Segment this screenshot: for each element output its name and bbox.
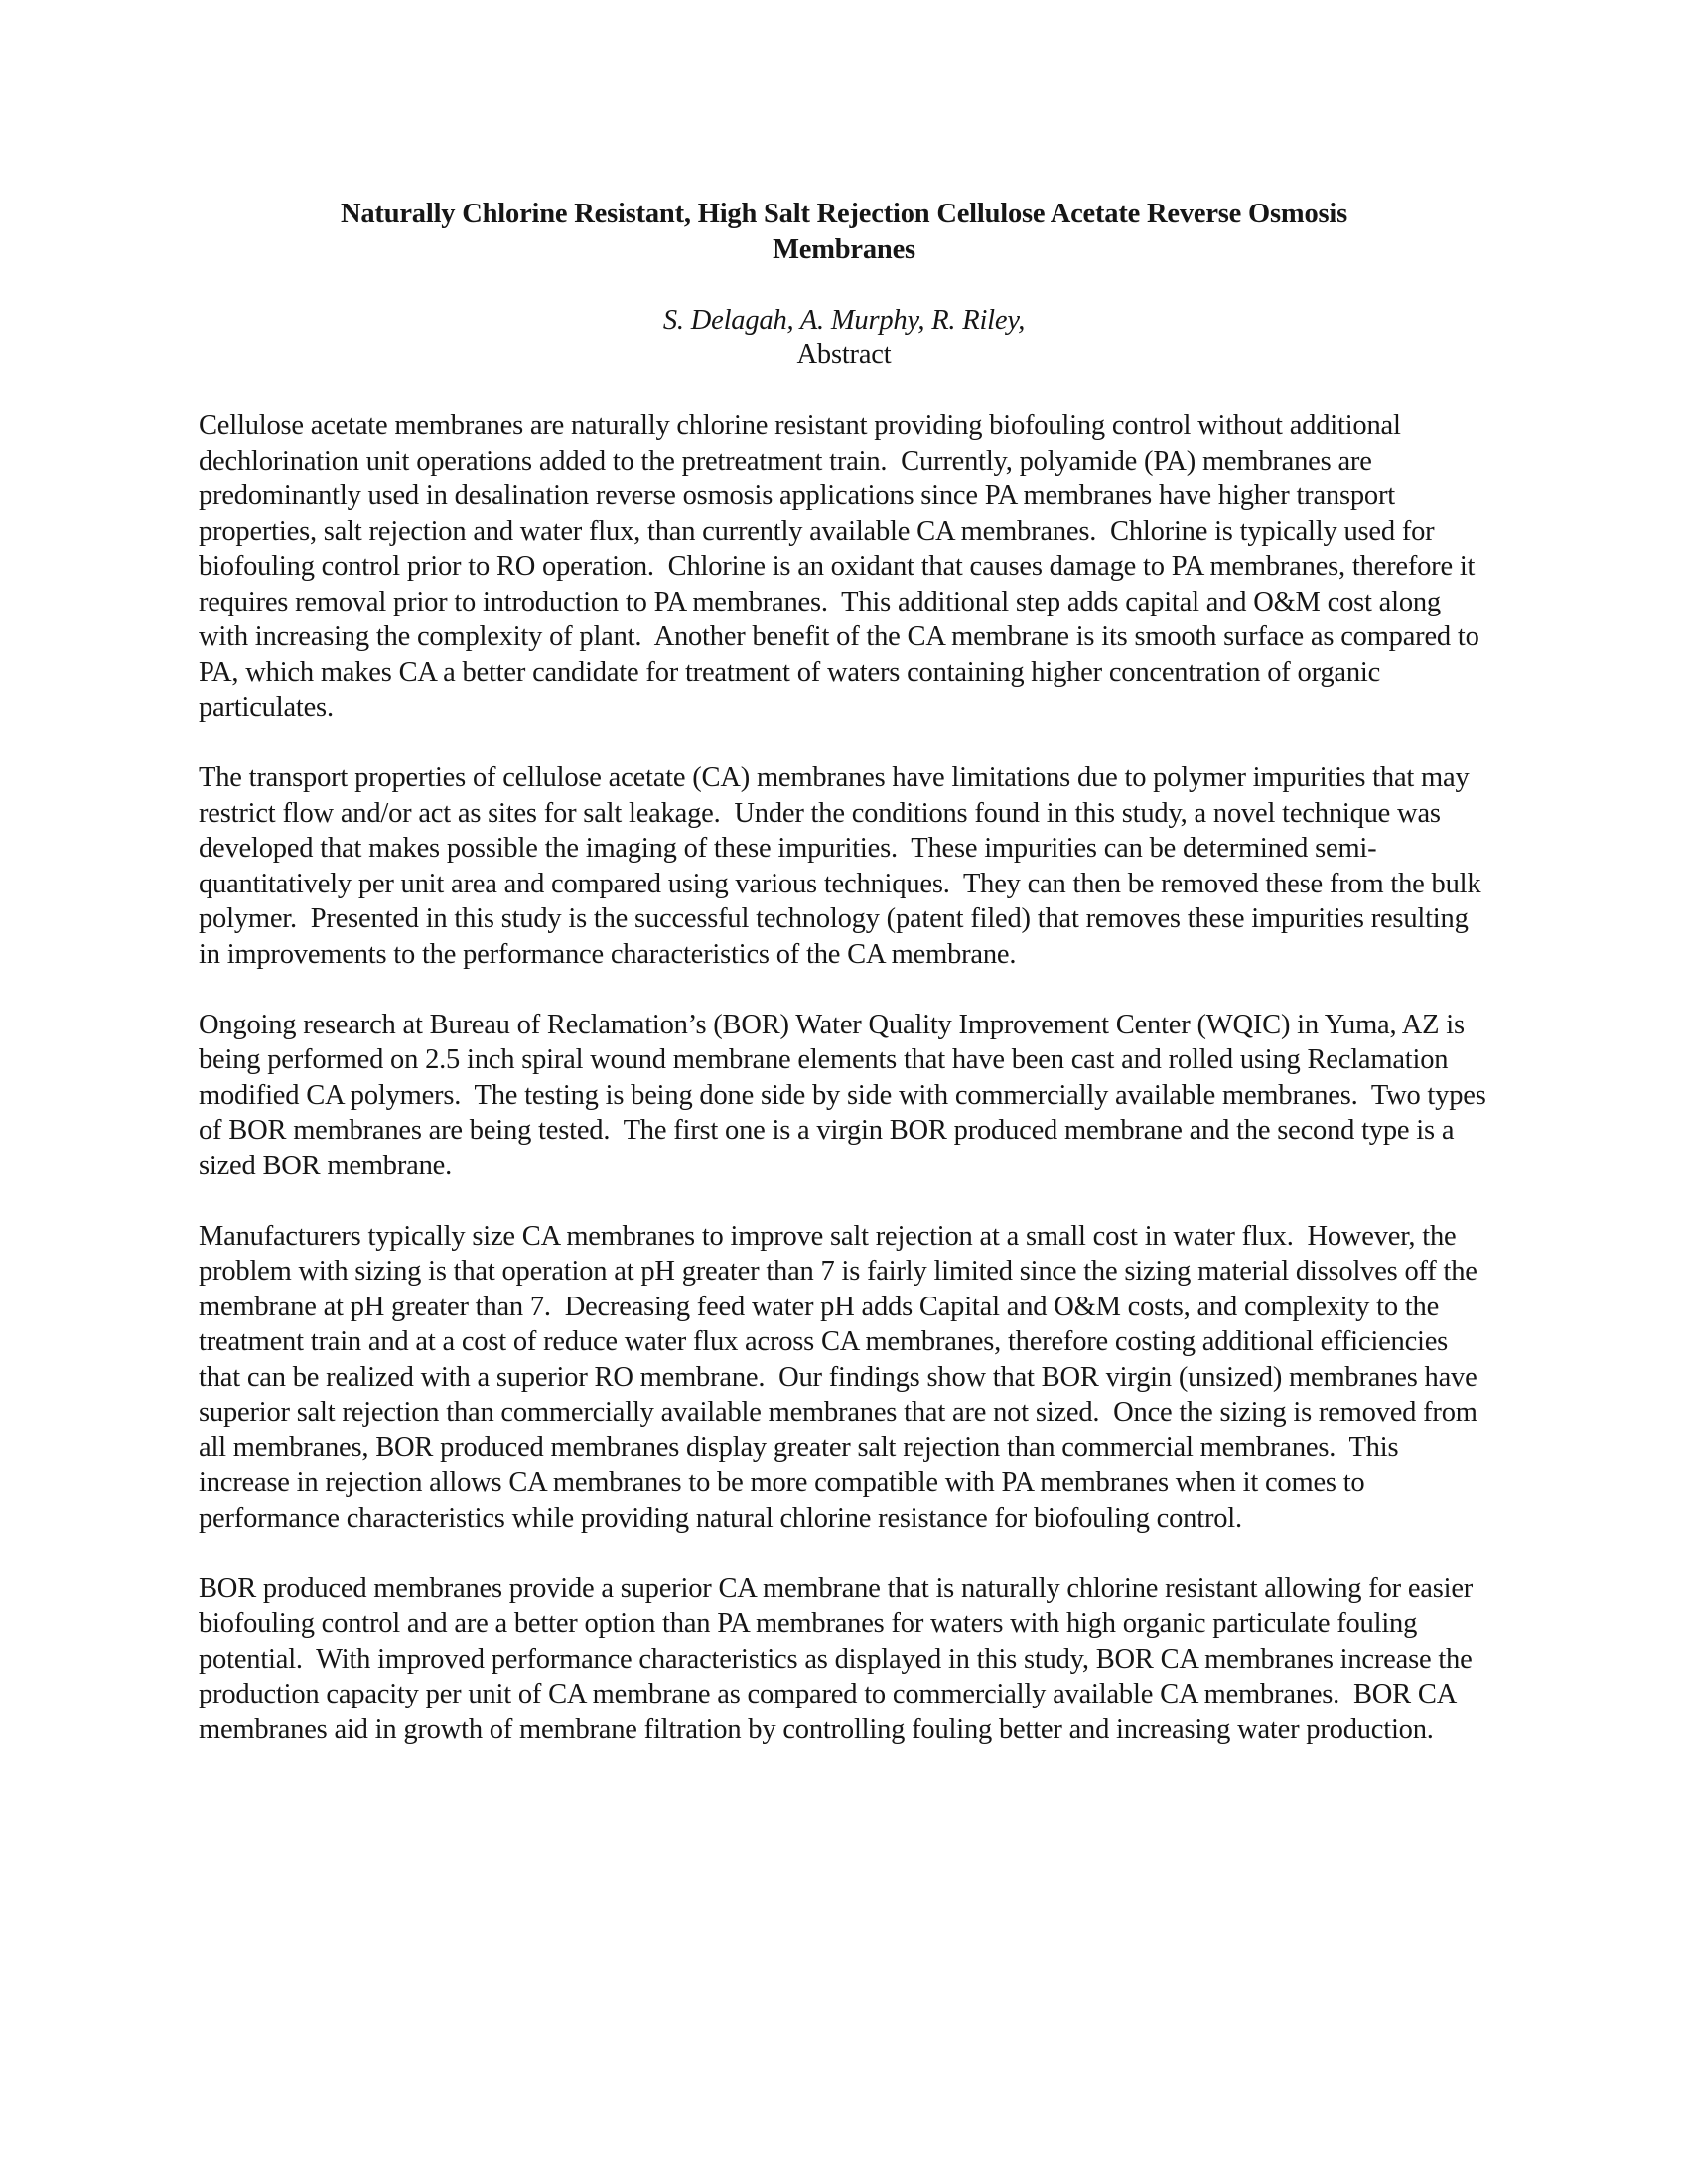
abstract-paragraph: Cellulose acetate membranes are naturally chlorine resistant providing biofouling control without additional dechlorination unit operations added to the pretreatment train. Currently, polyamide (PA) membranes are predominantly used in desalination reverse osmosis applications since PA membranes have higher transport properties, salt rejection and water flux, than currently available CA membranes. Chlorine is typically used for biofouling control prior to RO operation. Chlorine is an oxidant that causes damage to PA membranes, therefore it requires removal prior to introduction to PA membranes. This additional step adds capital and O&M cost along with increasing the complexity of plant. Another benefit of the CA membrane is its smooth surface as compared to PA, which makes CA a better candidate for treatment of waters containing higher concentration of organic particulates. (199, 410, 1486, 723)
paper-title (199, 197, 1489, 267)
abstract-paragraph: Manufacturers typically size CA membranes to improve salt rejection at a small cost in water flux. However, the problem with sizing is that operation at pH greater than 7 is fairly limited since the sizing material dissolves off the membrane at pH greater than 7. Decreasing feed water pH adds Capital and O&M costs, and complexity to the treatment train and at a cost of reduce water flux across CA membranes, therefore costing additional efficiencies that can be realized with a superior RO membrane. Our findings show that BOR virgin (unsized) membranes have superior salt rejection than commercially available membranes that are not sized. Once the sizing is removed from all membranes, BOR produced membranes display greater salt rejection than commercial membranes. This increase in rejection allows CA membranes to be more compatible with PA membranes when it comes to performance characteristics while providing natural chlorine resistance for biofouling control. (199, 1220, 1484, 1534)
abstract-heading: Abstract (796, 340, 892, 370)
abstract-paragraph: The transport properties of cellulose acetate (CA) membranes have limitations due to polymer impurities that may restrict flow and/or act as sites for salt leakage. Under the conditions found in this study, a novel technique was developed that makes possible the imaging of these impurities. These impurities can be determined semi-quantitatively per unit area and compared using various techniques. They can then be removed these from the bulk polymer. Presented in this study is the successful technology (patent filed) that removes these impurities resulting in improvements to the performance characteristics of the CA membrane. (199, 762, 1488, 970)
abstract-body (199, 408, 1493, 1747)
author-byline: S. Delagah, A. Murphy, R. Riley, (662, 304, 1026, 336)
abstract-paragraph: Ongoing research at Bureau of Reclamation’s (BOR) Water Quality Improvement Center (WQIC) in Yuma, AZ is being performed on 2.5 inch spiral wound membrane elements that have been cast and rolled using Reclamation modified CA polymers. The testing is being done side by side with commercially available membranes. Two types of BOR membranes are being tested. The first one is a virgin BOR produced membrane and the second type is a sized BOR membrane. (199, 1009, 1493, 1181)
abstract-paragraph: BOR produced membranes provide a superior CA membrane that is naturally chlorine resistant allowing for easier biofouling control and are a better option than PA membranes for waters with high organic particulate fouling potential. With improved performance characteristics as displayed in this study, BOR CA membranes increase the production capacity per unit of CA membrane as compared to commercially available CA membranes. BOR CA membranes aid in growth of membrane filtration by controlling fouling better and increasing water production. (199, 1572, 1480, 1745)
paper-title-line2: Membranes (773, 233, 915, 265)
paper-title-line1: Naturally Chlorine Resistant, High Salt Rejection Cellulose Acetate Reverse Osmosis (340, 199, 1347, 229)
